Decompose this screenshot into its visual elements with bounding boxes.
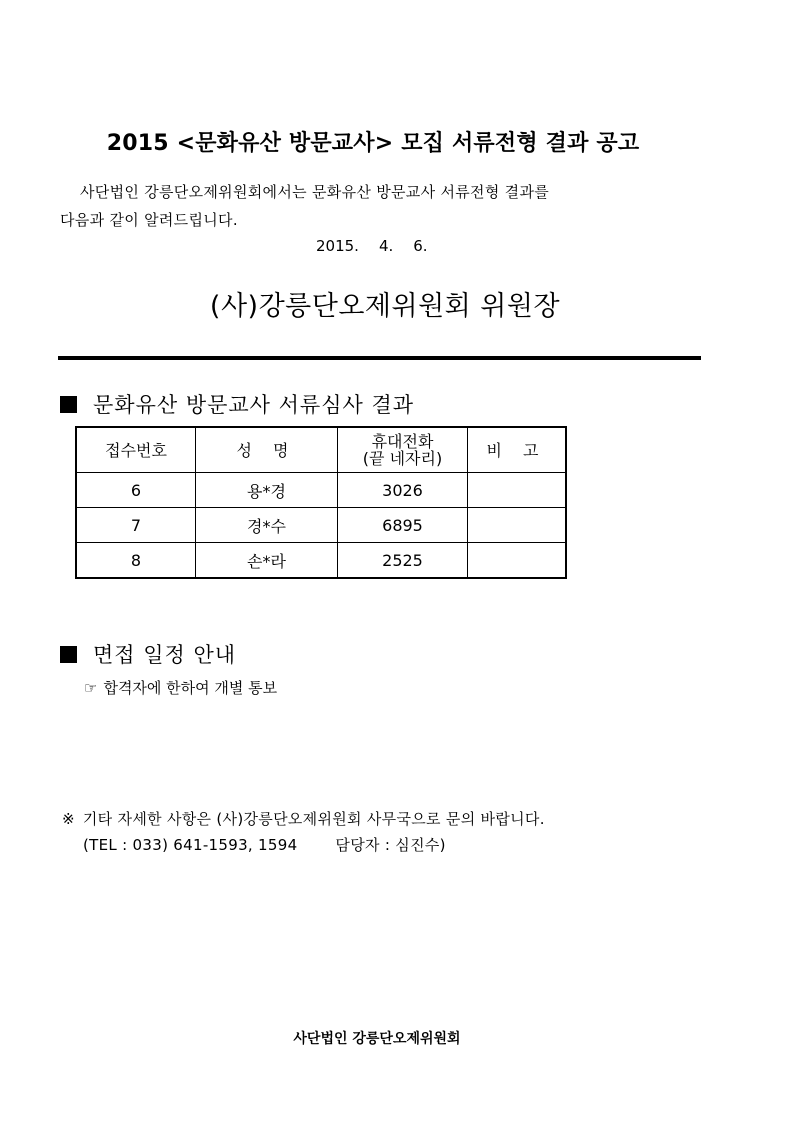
results-heading-text: 문화유산 방문교사 서류심사 결과 — [93, 393, 415, 417]
table-row — [76, 543, 566, 579]
announcement-date — [316, 237, 428, 255]
black-square-bullet-icon — [60, 646, 77, 663]
section-heading-results — [60, 389, 414, 419]
organization-signature: (사)강릉단오제위원회 위원장 — [209, 291, 561, 322]
date-month: 4. — [378, 237, 394, 255]
reference-mark-icon: ※ — [62, 810, 75, 828]
date-year: 2015. — [316, 237, 359, 255]
divider-rule — [58, 356, 701, 360]
header-phone-line1: 휴대전화 — [371, 432, 434, 451]
table-header-row — [76, 427, 566, 473]
cell-receipt-number: 7 — [76, 508, 196, 543]
header-receipt-number: 접수번호 — [76, 427, 196, 473]
cell-remarks — [468, 543, 567, 579]
footnote-contact — [83, 834, 446, 855]
cell-name: 손*라 — [196, 543, 338, 579]
pointing-hand-icon: ☞ — [84, 679, 98, 697]
cell-name: 용*경 — [196, 473, 338, 508]
table-row — [76, 508, 566, 543]
contact-person: 담당자 : 심진수) — [335, 836, 446, 854]
header-name-text: 성 명 — [236, 440, 297, 460]
intro-line-1: 사단법인 강릉단오제위원회에서는 문화유산 방문교사 서류전형 결과를 — [80, 183, 550, 201]
header-remarks-text: 비 고 — [486, 440, 547, 460]
contact-telephone: (TEL : 033) 641-1593, 1594 — [83, 836, 298, 854]
intro-line-2: 다음과 같이 알려드립니다. — [60, 211, 238, 229]
cell-remarks — [468, 473, 567, 508]
interview-notice — [84, 677, 277, 698]
cell-phone: 2525 — [338, 543, 468, 579]
cell-remarks — [468, 508, 567, 543]
header-name — [196, 427, 338, 473]
cell-receipt-number: 8 — [76, 543, 196, 579]
document-title: 2015 <문화유산 방문교사> 모집 서류전형 결과 공고 — [106, 131, 640, 156]
footnote-text: 기타 자세한 사항은 (사)강릉단오제위원회 사무국으로 문의 바랍니다. — [82, 810, 545, 828]
cell-receipt-number: 6 — [76, 473, 196, 508]
footnote-line-1 — [62, 808, 545, 829]
black-square-bullet-icon — [60, 396, 77, 413]
footer-organization: 사단법인 강릉단오제위원회 — [293, 1031, 461, 1047]
header-remarks — [468, 427, 567, 473]
interview-notice-text: 합격자에 한하여 개별 통보 — [103, 679, 278, 697]
header-phone-line2: (끝 네자리) — [362, 449, 443, 468]
date-day: 6. — [413, 237, 428, 255]
cell-phone: 6895 — [338, 508, 468, 543]
header-phone — [338, 427, 468, 473]
table-row — [76, 473, 566, 508]
cell-name: 경*수 — [196, 508, 338, 543]
results-table — [75, 426, 567, 579]
section-heading-interview — [60, 639, 236, 669]
cell-phone: 3026 — [338, 473, 468, 508]
interview-heading-text: 면접 일정 안내 — [93, 643, 237, 667]
